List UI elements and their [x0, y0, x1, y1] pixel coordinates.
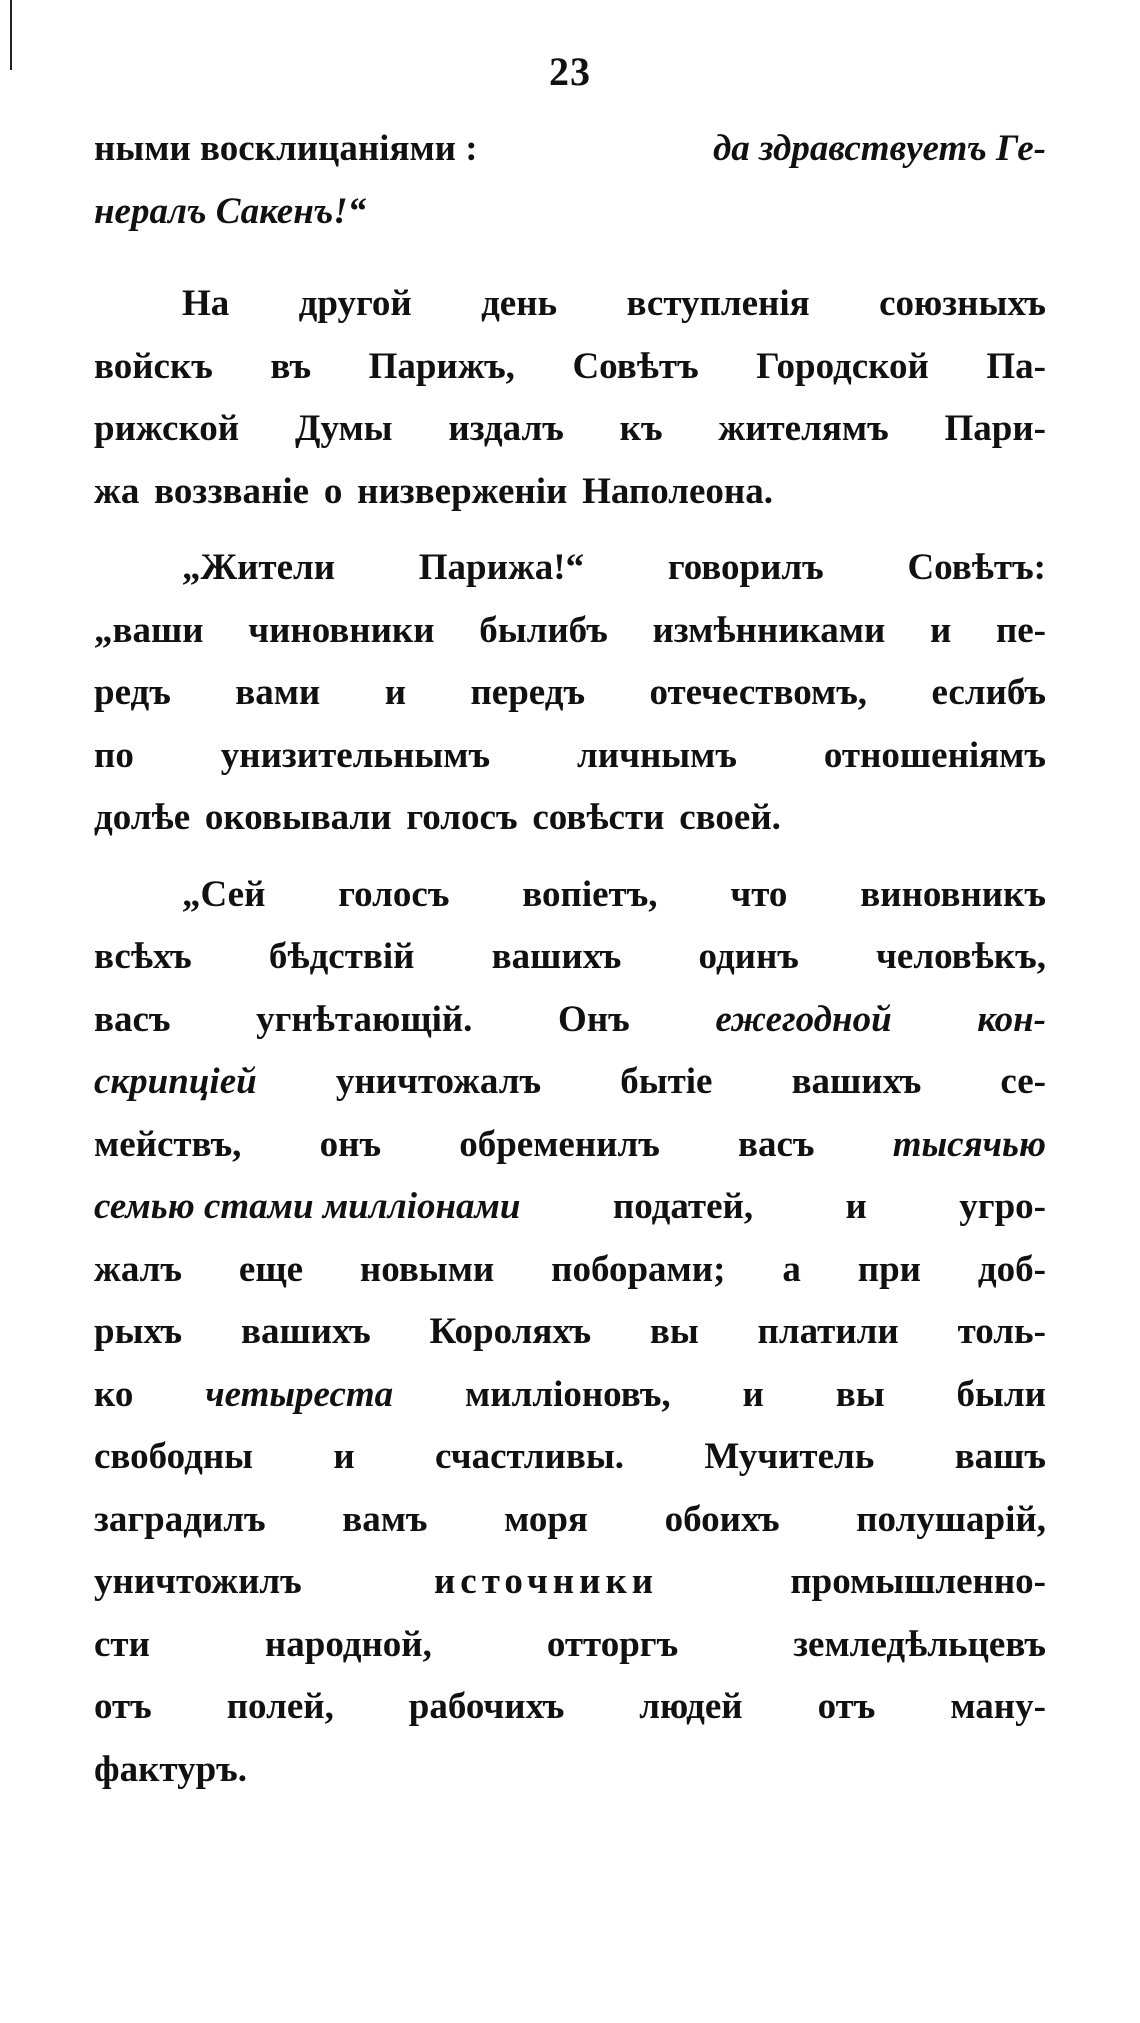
text-line: нералъ Сакенъ!“ — [94, 190, 367, 232]
text-line: На другой день вступленія союзныхъ — [182, 283, 1046, 324]
paragraph-gap — [94, 523, 1046, 537]
text-line: жа воззваніе о низверженіи Наполеона. — [94, 470, 773, 512]
text-line: рыхъ вашихъ Короляхъ вы платили толь- — [94, 1311, 1046, 1352]
text-line: отъ полей, рабочихъ людей отъ ману- — [94, 1686, 1046, 1727]
text-line: жалъ еще новыми поборами; а при доб- — [94, 1248, 1046, 1290]
text-line: ко четыреста милліоновъ, и вы были — [94, 1373, 1046, 1415]
text-line: всѣхъ бѣдствій вашихъ одинъ человѣкъ, — [94, 936, 1046, 977]
text-line: ными восклицаніями : да здравствуетъ Ге- — [94, 128, 1046, 169]
text-line: редъ вами и передъ отечествомъ, еслибъ — [94, 672, 1046, 713]
text-line: „Жители Парижа!“ говорилъ Совѣтъ: — [182, 547, 1046, 588]
text-line: рижской Думы издалъ къ жителямъ Пари- — [94, 408, 1046, 449]
text-line: войскъ въ Парижъ, Совѣтъ Городской Па- — [94, 345, 1046, 387]
text-line: „Сей голосъ вопіетъ, что виновникъ — [182, 873, 1046, 915]
text-line: мействъ, онъ обременилъ васъ тысячью — [94, 1123, 1046, 1165]
text-line: „ваши чиновники былибъ измѣнниками и пе- — [94, 609, 1046, 651]
page-number: 23 — [549, 49, 591, 94]
body-text — [94, 118, 1046, 1801]
text-line: по унизительнымъ личнымъ отношеніямъ — [94, 734, 1046, 776]
text-line: долѣе оковывали голосъ совѣсти своей. — [94, 797, 781, 838]
text-line: сти народной, отторгъ земледѣльцевъ — [94, 1623, 1046, 1665]
text-line: семью стами миллiонами податей, и угро- — [94, 1186, 1046, 1227]
text-line: скрипціей уничтожалъ бытіе вашихъ се- — [94, 1061, 1046, 1102]
text-line: фактуръ. — [94, 1748, 248, 1790]
paragraph-gap — [94, 243, 1046, 273]
text-line: уничтожилъ источники промышленно- — [94, 1561, 1046, 1602]
text-line: свободны и счастливы. Мучитель вашъ — [94, 1436, 1046, 1477]
paragraph-gap — [94, 850, 1046, 864]
text-line: заградилъ вамъ моря обоихъ полушарій, — [94, 1498, 1046, 1540]
text-line: васъ угнѣтающій. Онъ ежегодной кон- — [94, 998, 1046, 1040]
